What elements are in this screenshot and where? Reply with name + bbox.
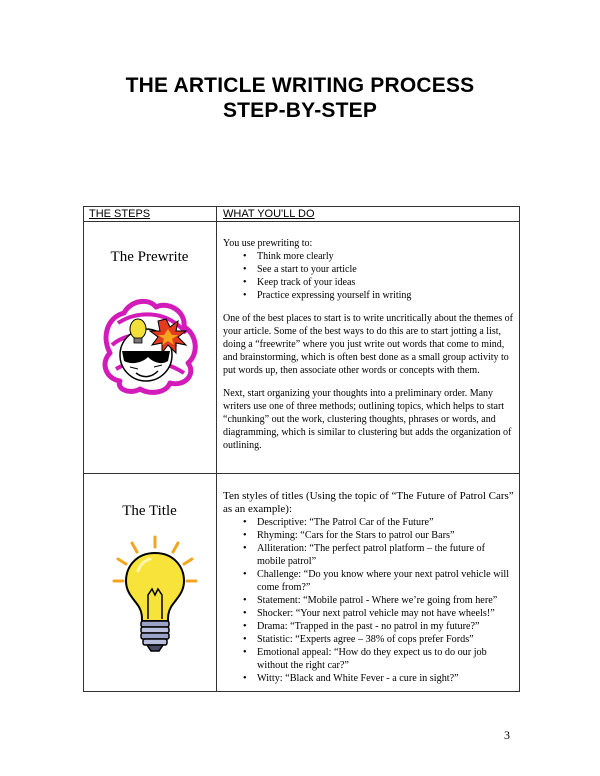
list-item: • Challenge: “Do you know where your next patrol vehicle will come from?” bbox=[223, 568, 515, 594]
row-divider bbox=[84, 473, 519, 474]
steps-table bbox=[83, 206, 520, 692]
title-content bbox=[223, 490, 515, 685]
list-item: • Emotional appeal: “How do they expect us to do our job without the right car?” bbox=[223, 646, 515, 672]
list-item: • Think more clearly bbox=[223, 250, 515, 263]
list-item: • Statement: “Mobile patrol - Where we’re going from here” bbox=[223, 594, 515, 607]
list-item: • See a start to your article bbox=[223, 263, 515, 276]
prewrite-content bbox=[223, 237, 515, 452]
header-what-youll-do: WHAT YOU'LL DO bbox=[223, 208, 315, 220]
title-intro: Ten styles of titles (Using the topic of “The Future of Patrol Cars” as an example): bbox=[223, 490, 514, 515]
list-item: • Statistic: “Experts agree – 38% of cops prefer Fords” bbox=[223, 633, 515, 646]
prewrite-paragraph-1: One of the best places to start is to write uncritically about the themes of your article. Some of the best ways to do this are to start jotting a list, doing a “freewrite” where you just write out words that come to mind, and brainstorming, which is often best done as a small group activity to put words up, then associate other words or concepts with them. bbox=[223, 313, 513, 376]
column-divider bbox=[216, 207, 217, 691]
list-item: • Witty: “Black and White Fever - a cure in sight?” bbox=[223, 672, 515, 685]
title-line-1: THE ARTICLE WRITING PROCESS bbox=[125, 74, 475, 97]
list-item: • Keep track of your ideas bbox=[223, 276, 515, 289]
prewrite-paragraph-2: Next, start organizing your thoughts into a preliminary order. Many writers use one of three methods; outlining topics, which helps to start “chunking” out the work, clustering thoughts, phrases or words, and diagramming, which is similar to clustering but adds the organization of outlining. bbox=[223, 388, 512, 451]
header-divider bbox=[84, 221, 519, 222]
page-number: 3 bbox=[504, 728, 510, 742]
prewrite-bullet-list bbox=[223, 250, 515, 302]
prewrite-clipart-icon bbox=[96, 293, 206, 397]
step-name-title: The Title bbox=[122, 503, 177, 519]
list-item: • Descriptive: “The Patrol Car of the Future” bbox=[223, 516, 515, 529]
list-item: • Drama: “Trapped in the past - no patrol in my future?” bbox=[223, 620, 515, 633]
title-line-2: STEP-BY-STEP bbox=[222, 99, 378, 122]
lightbulb-icon bbox=[112, 535, 198, 657]
list-item: • Practice expressing yourself in writing bbox=[223, 289, 515, 302]
step-name-prewrite: The Prewrite bbox=[110, 249, 189, 265]
title-bullet-list bbox=[223, 516, 515, 685]
header-steps: THE STEPS bbox=[89, 208, 151, 220]
list-item: • Shocker: “Your next patrol vehicle may not have wheels!” bbox=[223, 607, 515, 620]
list-item: • Alliteration: “The perfect patrol platform – the future of mobile patrol” bbox=[223, 542, 515, 568]
list-item: • Rhyming: “Cars for the Stars to patrol our Bars” bbox=[223, 529, 515, 542]
prewrite-intro: You use prewriting to: bbox=[223, 238, 313, 249]
page-title bbox=[0, 73, 600, 123]
